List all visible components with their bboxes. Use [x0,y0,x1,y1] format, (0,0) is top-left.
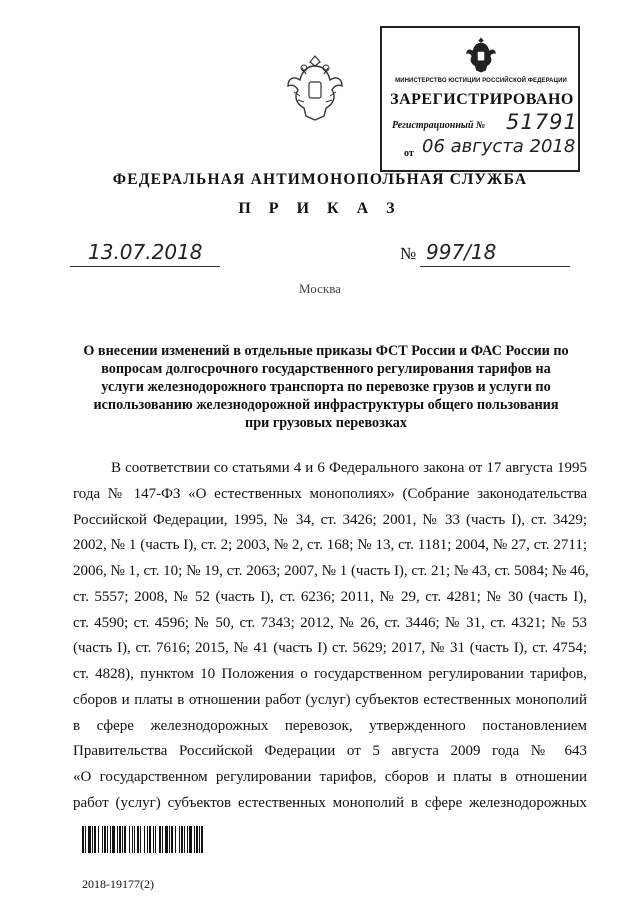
subject-line: при грузовых перевозках [245,415,407,431]
subject-line: услуги железнодорожного транспорта по перевозке грузов и услуги по [101,379,551,395]
stamp-ministry: МИНИСТЕРСТВО ЮСТИЦИИ РОССИЙСКОЙ ФЕДЕРАЦИИ [395,78,567,84]
body-line: года № 147-ФЗ «О естественных монополиях» (Собрание законодательства [73,485,587,502]
body-line: Российской Федерации, 1995, № 34, ст. 3426; 2001, № 33 (часть I), ст. 3429; [73,511,587,528]
body-line: (часть I), ст. 7616; 2015, № 41 (часть I) ст. 5629; 2017, № 31 (часть I), ст. 4754; [73,640,587,657]
stamp-title: ЗАРЕГИСТРИРОВАНО [390,91,574,108]
body-line: ст. 4590; ст. 4596; № 50, ст. 7343; 2012, № 26, ст. 3446; № 31, ст. 4321; № 53 [73,614,587,631]
body-line: работ (услуг) субъектов естественных монополий в сфере железнодорожных [73,794,587,811]
agency-name: ФЕДЕРАЛЬНАЯ АНТИМОНОПОЛЬНАЯ СЛУЖБА [112,171,528,188]
order-body [73,456,587,817]
stamp-reg-label: Регистрационный № [392,120,486,131]
body-line: 2002, № 1 (часть I), ст. 2; 2003, № 2, ст. 168; № 13, ст. 1181; 2004, № 27, ст. 2711; [73,537,587,554]
document-code: 2018-19177(2) [82,877,154,891]
body-line: сборов и платы в отношении работ (услуг) субъектов естественных монополий [73,691,587,708]
stamp-reg-number: 51791 [506,110,578,134]
body-line: Правительства Российской Федерации от 5 августа 2009 года № 643 [73,743,587,760]
registration-stamp [380,26,580,172]
subject-line: использованию железнодорожной инфраструктуры общего пользования [93,397,559,413]
number-sign: № [400,244,417,263]
order-subject [66,342,586,432]
subject-line: вопросам долгосрочного государственного регулирования тарифов на [101,361,551,377]
stamp-reg-date: 06 августа 2018 [422,136,576,157]
body-line: 2006, № 1, ст. 10; № 19, ст. 2063; 2007, № 1 (часть I), ст. 21; № 43, ст. 5084; № 46, [73,563,589,579]
body-line: в сфере железнодорожных перевозок, утвержденного постановлением [73,717,587,734]
number-underline [420,266,570,267]
stamp-from-label: от [404,148,414,159]
subject-line: О внесении изменений в отдельные приказы ФСТ России и ФАС России по [83,343,569,359]
city: Москва [299,281,341,296]
body-line: ст. 4828), пунктом 10 Положения о государственном регулировании тарифов, [73,666,587,682]
body-line: В соответствии со статьями 4 и 6 Федерального закона от 17 августа 1995 [111,460,587,476]
barcode-icon [82,826,204,853]
body-line: «О государственном регулировании тарифов, сборов и платы в отношении [73,769,587,785]
date-underline [70,266,220,267]
order-number: 997/18 [426,240,497,264]
stamp-coat-of-arms-icon [464,34,498,76]
order-date: 13.07.2018 [88,240,203,264]
order-title: П Р И К А З [238,200,402,217]
coat-of-arms-icon [284,52,346,124]
body-line: ст. 5557; 2008, № 52 (часть I), ст. 6236; 2011, № 29, ст. 4281; № 30 (часть I), [73,588,587,605]
